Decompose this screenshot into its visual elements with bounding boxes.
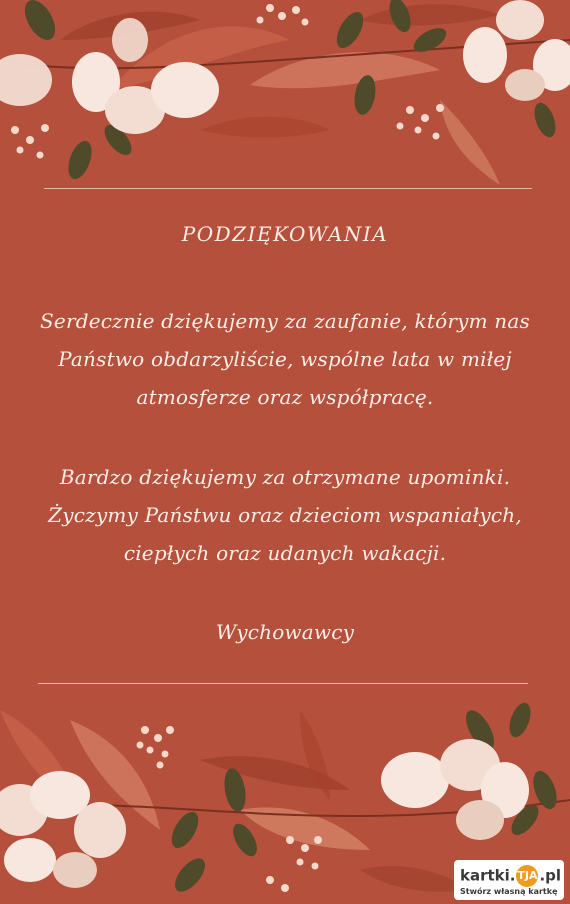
floral-border-top <box>0 0 570 190</box>
message-line: Państwo obdarzyliście, wspólne lata w miłej <box>58 347 512 371</box>
logo-badge: TJA <box>516 865 538 887</box>
message-line: Bardzo dziękujemy za otrzymane upominki. <box>59 465 511 489</box>
kartki-logo[interactable] <box>454 860 564 900</box>
logo-name-prefix: kartki. <box>460 866 516 885</box>
card-title: PODZIĘKOWANIA <box>181 222 389 246</box>
message-paragraph-2 <box>20 458 550 572</box>
signature: Wychowawcy <box>215 620 355 644</box>
logo-name-suffix: .pl <box>539 866 562 885</box>
divider-top <box>44 188 532 189</box>
message-line: Serdecznie dziękujemy za zaufanie, którym nas <box>40 309 530 333</box>
message-line: ciepłych oraz udanych wakacji. <box>123 541 447 565</box>
message-line: Życzymy Państwu oraz dzieciom wspaniałych, <box>48 503 522 527</box>
message-paragraph-1 <box>20 302 550 416</box>
logo-name <box>460 865 561 887</box>
logo-tagline: Stwórz własną kartkę <box>460 887 558 896</box>
divider-bottom <box>38 683 528 684</box>
message-line: atmosferze oraz współpracę. <box>136 385 434 409</box>
